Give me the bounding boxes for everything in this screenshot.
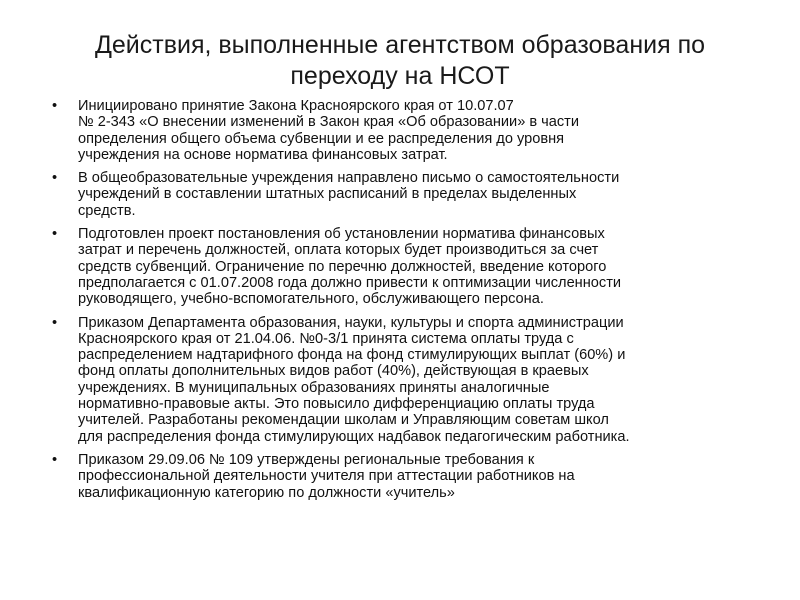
bullet-item-2 xyxy=(52,170,752,219)
bullet-marker: • xyxy=(52,451,58,468)
bullet-line: распределением надтарифного фонда на фонд стимулирующих выплат (60%) и xyxy=(78,347,626,364)
bullet-line: Приказом Департамента образования, науки, культуры и спорта администрации xyxy=(78,314,624,331)
bullet-line: предполагается с 01.07.2008 года должно привести к оптимизации численности xyxy=(78,274,622,291)
bullet-line: В общеобразовательные учреждения направлено письмо о самостоятельности xyxy=(78,170,620,187)
bullet-item-5 xyxy=(52,452,752,501)
bullet-item-4 xyxy=(52,315,752,445)
bullet-line: квалификационную категорию по должности «учитель» xyxy=(78,484,455,501)
bullet-item-1 xyxy=(52,98,752,163)
bullet-line: руководящего, учебно-вспомогательного, обслуживающего персона. xyxy=(78,291,544,308)
slide-title-line-1: Действия, выполненные агентством образования по xyxy=(94,31,706,59)
bullet-line: учреждений в составлении штатных расписаний в пределах выделенных xyxy=(78,186,577,203)
bullet-list xyxy=(52,98,752,508)
bullet-line: Инициировано принятие Закона Красноярского края от 10.07.07 xyxy=(78,98,514,114)
bullet-line: учреждениях. В муниципальных образованиях приняты аналогичные xyxy=(78,379,550,396)
bullet-line: учителей. Разработаны рекомендации школам и Управляющим советам школ xyxy=(78,412,609,429)
bullet-line: средств субвенций. Ограничение по перечню должностей, введение которого xyxy=(78,258,607,275)
slide-title-line-2: переходу на НСОТ xyxy=(290,62,510,90)
bullet-line: Подготовлен проект постановления об установлении норматива финансовых xyxy=(78,226,605,243)
bullet-line: средств. xyxy=(78,202,136,219)
bullet-marker: • xyxy=(52,226,58,243)
bullet-line: Приказом 29.09.06 № 109 утверждены региональные требования к xyxy=(78,451,535,468)
bullet-item-3 xyxy=(52,226,752,307)
bullet-line: для распределения фонда стимулирующих надбавок педагогическим работника. xyxy=(78,428,630,445)
bullet-line: Красноярского края от 21.04.06. №0-3/1 принята система оплаты труда с xyxy=(78,330,574,347)
bullet-marker: • xyxy=(52,98,58,114)
bullet-line: профессиональной деятельности учителя при аттестации работников на xyxy=(78,468,575,485)
bullet-line: фонд оплаты дополнительных видов работ (40%), действующая в краевых xyxy=(78,363,589,380)
slide-title xyxy=(60,30,740,92)
bullet-line: затрат и перечень должностей, оплата которых будет производиться за счет xyxy=(78,242,599,259)
bullet-line: № 2-343 «О внесении изменений в Закон края «Об образовании» в части xyxy=(78,114,580,131)
bullet-line: нормативно-правовые акты. Это повысило дифференциацию оплаты труда xyxy=(78,396,595,413)
bullet-marker: • xyxy=(52,170,58,187)
bullet-line: определения общего объема субвенции и ее распределения до уровня xyxy=(78,130,565,147)
bullet-marker: • xyxy=(52,314,58,331)
bullet-line: учреждения на основе норматива финансовых затрат. xyxy=(78,146,448,163)
